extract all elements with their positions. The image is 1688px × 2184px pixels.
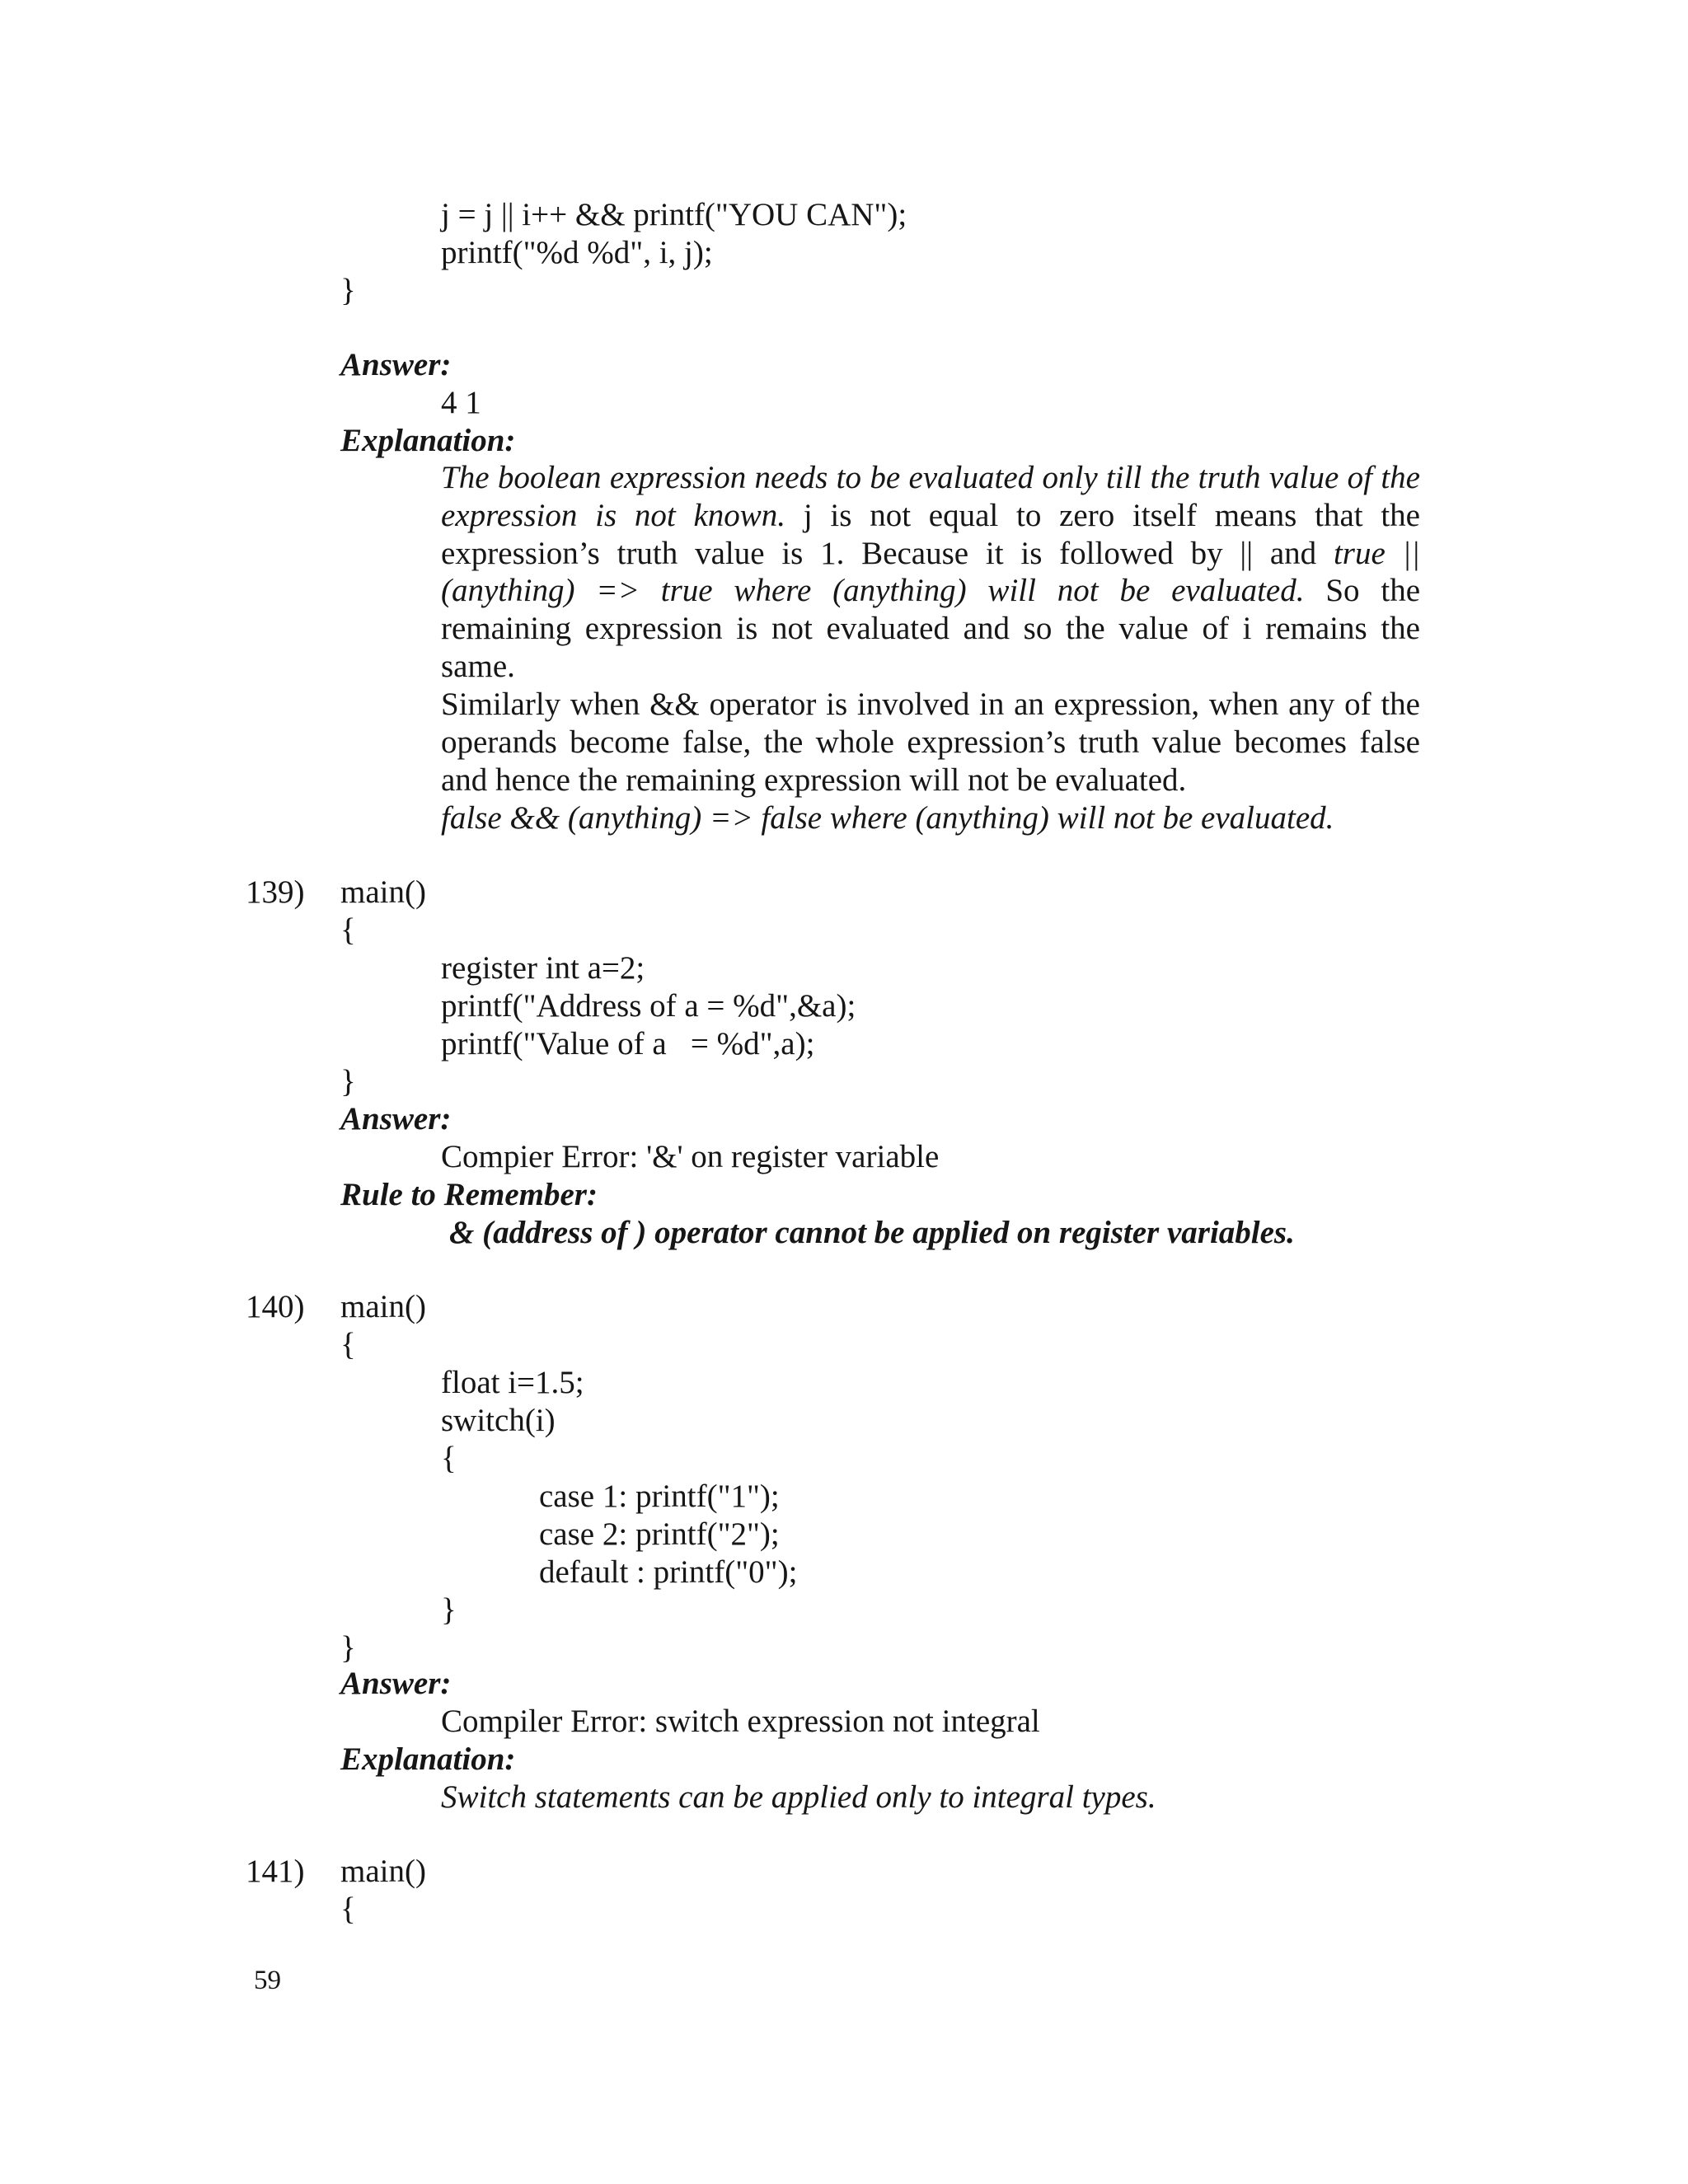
code-close-brace: }	[340, 273, 356, 308]
explanation-segment: So the remaining expression is not evaluated and so the value of i remains the same.	[441, 573, 1421, 684]
explanation-text: Switch statements can be applied only to integral types.	[441, 1779, 1156, 1815]
code-inner-close-brace: }	[441, 1592, 457, 1628]
explanation-segment: true || (anything) => true where (anything) will not be evaluated.	[441, 535, 1421, 609]
code-line: float i=1.5;	[441, 1365, 584, 1400]
code-main: main()	[340, 1289, 426, 1324]
page-number: 59	[254, 1966, 281, 1995]
code-main: main()	[340, 874, 426, 910]
code-close-brace: }	[340, 1630, 356, 1666]
question-number: 140)	[246, 1289, 305, 1324]
rule-text: & (address of ) operator cannot be applied on register variables.	[449, 1215, 1295, 1250]
code-case-line: case 2: printf("2");	[539, 1516, 780, 1552]
code-case-line: case 1: printf("1");	[539, 1479, 780, 1514]
explanation-paragraph	[441, 459, 1420, 686]
code-line: register int a=2;	[441, 950, 645, 986]
code-case-line: default : printf("0");	[539, 1554, 798, 1590]
code-line: printf("%d %d", i, j);	[441, 235, 713, 270]
code-open-brace: {	[340, 1891, 356, 1927]
code-line: printf("Address of a = %d",&a);	[441, 988, 856, 1024]
code-inner-open-brace: {	[441, 1441, 457, 1476]
explanation-paragraph-2: Similarly when && operator is involved in an expression, when any of the operands become false, the whole expression’s truth value becomes false and hence the remaining expression will not be evaluated.	[441, 687, 1420, 798]
explanation-label: Explanation:	[340, 423, 516, 458]
question-number: 141)	[246, 1854, 305, 1889]
code-close-brace: }	[340, 1064, 356, 1099]
explanation-segment: j is not equal to zero itself means that the expression’s truth value is 1. Because it is followed by || and	[441, 497, 1420, 571]
explanation-paragraph-3: false && (anything) => false where (anything) will not be evaluated.	[441, 800, 1334, 836]
code-open-brace: {	[340, 1327, 356, 1362]
answer-text: Compiler Error: switch expression not integral	[441, 1704, 1040, 1739]
code-line: printf("Value of a = %d",a);	[441, 1026, 815, 1062]
explanation-label: Explanation:	[340, 1741, 516, 1777]
answer-label: Answer:	[340, 1666, 452, 1701]
answer-label: Answer:	[340, 347, 452, 382]
explanation-segment: The boolean expression needs to be evaluated only till the truth value of the expression is not known.	[441, 460, 1420, 533]
code-main: main()	[340, 1854, 426, 1889]
question-number: 139)	[246, 874, 305, 910]
answer-label: Answer:	[340, 1101, 452, 1137]
answer-text: Compier Error: '&' on register variable	[441, 1139, 940, 1174]
code-line: switch(i)	[441, 1403, 556, 1438]
answer-text: 4 1	[441, 385, 481, 420]
rule-label: Rule to Remember:	[340, 1177, 598, 1212]
code-line: j = j || i++ && printf("YOU CAN");	[441, 197, 907, 232]
code-open-brace: {	[340, 912, 356, 948]
